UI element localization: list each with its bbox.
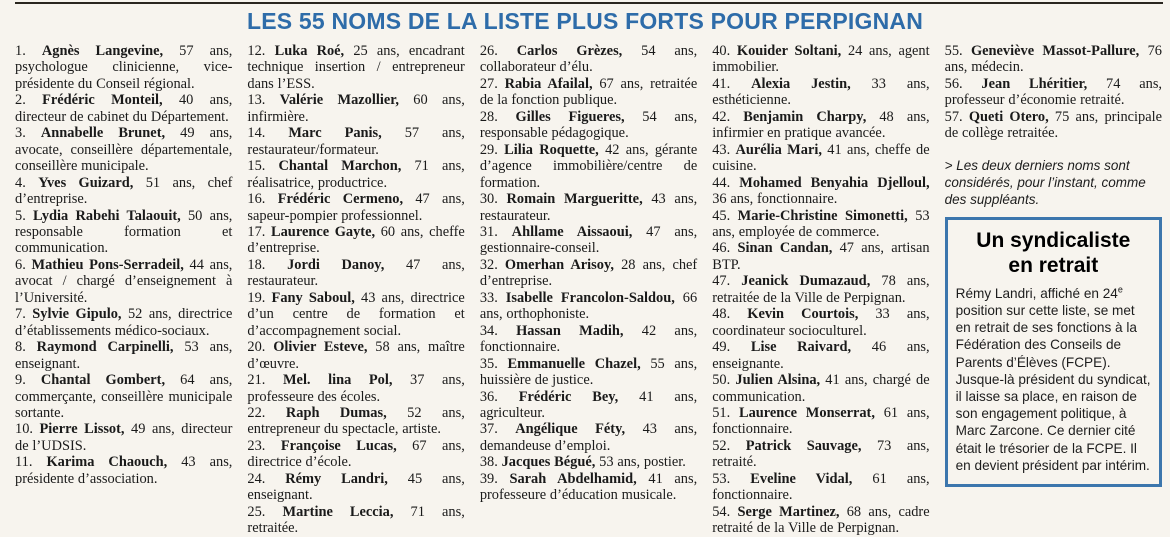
entry-name: Julien Alsina, [735,372,821,389]
entry-name: Mathieu Pons-Serradeil, [31,256,184,273]
list-entry: 20. Olivier Esteve, 58 ans, maître d’œuvre. [247,339,465,372]
entry-number: 21. [247,372,283,389]
entry-name: Isabelle Francolon-Saldou, [505,289,675,306]
entry-name: Eveline Vidal, [750,470,853,487]
entry-number: 26. [479,43,517,59]
list-entry: 33. Isabelle Francolon-Saldou, 66 ans, orthophoniste. [479,289,698,323]
page-title: LES 55 NOMS DE LA LISTE PLUS FORTS POUR PERPIGNAN [246,8,924,34]
list-entry: 57. Queti Otero, 75 ans, principale de collège retraitée. [944,108,1163,142]
list-entry: 34. Hassan Madih, 42 ans, fonctionnaire. [479,322,698,356]
entry-name: Martine Leccia, [282,503,394,520]
entry-number: 19. [247,289,272,306]
entry-number: 44. [712,174,740,191]
entry-number: 11. [15,454,47,471]
column-3 [480,43,697,504]
entry-name: Chantal Marchon, [278,158,402,175]
box-body-text: position sur cette liste, se met en retrait de ses fonctions à la Fédération des Conseils de Parents d’Élèves (FCPE). Jusque-là président du syndicat, il laisse sa place, en raison de son engagement politique, à Marc Zarcone. Ce dernier cité était le trésorier de la FCPE. Il en devient président par intérim. [955,302,1151,473]
entry-number: 41. [712,75,752,92]
entry-name: Omerhan Arisoy, [504,256,614,273]
entry-name: Jean Lhéritier, [981,75,1088,92]
column-5 [945,43,1162,487]
list-entry: 50. Julien Alsina, 41 ans, chargé de communication. [712,372,930,405]
entry-number: 56. [944,75,982,92]
list-entry: 5. Lydia Rabehi Talaouit, 50 ans, responsable formation et communication. [15,207,233,257]
list-entry: 22. Raph Dumas, 52 ans, entrepreneur du spectacle, artiste. [247,404,465,438]
list-entry: 6. Mathieu Pons-Serradeil, 44 ans, avocat / chargé d’enseignement à l’Université. [15,256,233,306]
entry-name: Raymond Carpinelli, [36,339,174,356]
entry-name: Raph Dumas, [285,404,387,421]
entry-number: 1. [15,43,42,59]
entry-name: Emmanuelle Chazel, [507,355,641,372]
entry-number: 55. [944,43,971,59]
entry-number: 36. [479,388,519,405]
list-entry: 31. Ahllame Aissaoui, 47 ans, gestionnaire-conseil. [479,223,698,257]
list-entry: 45. Marie-Christine Simonetti, 53 ans, employée de commerce. [712,207,930,240]
entry-name: Lilia Roquette, [504,141,599,158]
entry-name: Sinan Candan, [737,240,833,257]
entry-name: Annabelle Brunet, [40,125,166,142]
entry-number: 34. [479,322,517,339]
list-entry: 47. Jeanick Dumazaud, 78 ans, retraitée de la Ville de Perpignan. [712,273,930,306]
entry-number: 43. [712,141,736,158]
entry-number: 12. [247,43,275,59]
entry-name: Laurence Gayte, [271,223,376,240]
list-entry: 18. Jordi Danoy, 47 ans, restaurateur. [247,256,465,290]
entry-number: 40. [712,43,737,59]
column-1 [15,43,232,487]
entry-name: Frédéric Bey, [518,388,619,405]
list-entry: 7. Sylvie Gipulo, 52 ans, directrice d’établissements médico-sociaux. [15,306,233,339]
list-columns [0,34,1170,537]
list-entry: 8. Raymond Carpinelli, 53 ans, enseignant. [15,339,233,372]
entry-number: 14. [247,125,289,142]
sidebar-box [945,217,1162,487]
entry-number: 6. [15,256,32,273]
entry-number: 27. [479,75,505,92]
entry-name: Alexia Jestin, [751,75,851,92]
entry-name: Mohamed Benyahia Djelloul, [739,174,930,191]
entry-number: 28. [479,108,516,125]
list-entry: 26. Carlos Grèzes, 54 ans, collaborateur d’élu. [479,43,698,76]
entry-number: 10. [15,421,40,438]
entry-number: 31. [479,223,512,240]
list-entry: 21. Mel. lina Pol, 37 ans, professeure des écoles. [247,372,465,405]
list-entry: 39. Sarah Abdelhamid, 41 ans, professeure d’éducation musicale. [479,470,698,504]
list-entry: 4. Yves Guizard, 51 ans, chef d’entreprise. [15,174,233,208]
entry-number: 46. [712,240,738,257]
list-entry: 15. Chantal Marchon, 71 ans, réalisatrice, productrice. [247,158,465,191]
list-entry: 48. Kevin Courtois, 33 ans, coordinateur socioculturel. [712,306,930,339]
list-entry: 55. Geneviève Massot-Pallure, 76 ans, médecin. [944,43,1163,76]
list-entry: 12. Luka Roé, 25 ans, encadrant technique insertion / entrepreneur dans l’ESS. [247,43,465,92]
list-entry: 2. Frédéric Monteil, 40 ans, directeur de cabinet du Département. [15,92,233,125]
entry-name: Marc Panis, [288,125,382,142]
list-entry: 29. Lilia Roquette, 42 ans, gérante d’agence immobilière/centre de formation. [479,141,698,191]
list-entry: 19. Fany Saboul, 43 ans, directrice d’un centre de formation et d’accompagnement social. [247,289,465,339]
entry-number: 4. [15,174,39,191]
list-entry: 35. Emmanuelle Chazel, 55 ans, huissière de justice. [479,355,698,389]
entry-number: 5. [15,207,34,224]
entry-name: Luka Roé, [274,43,345,59]
entry-number: 20. [247,339,274,356]
entry-name: Sylvie Gipulo, [32,306,122,323]
list-entry: 44. Mohamed Benyahia Djelloul, 36 ans, fonctionnaire. [712,174,930,208]
entry-number: 54. [712,503,738,520]
entry-number: 52. [712,437,746,454]
column-4 [712,43,929,537]
entry-number: 48. [712,306,748,323]
entry-name: Angélique Féty, [515,421,626,438]
entry-name: Jordi Danoy, [287,256,385,273]
list-entry: 16. Frédéric Cermeno, 47 ans, sapeur-pompier professionnel. [247,191,465,224]
list-entry: 32. Omerhan Arisoy, 28 ans, chef d’entreprise. [479,256,698,290]
entry-number: 33. [479,289,506,306]
entry-number: 18. [247,256,288,273]
entry-name: Kouider Soltani, [736,43,842,59]
entry-number: 2. [15,92,43,109]
entry-name: Rémy Landri, [285,470,388,487]
list-entry: 24. Rémy Landri, 45 ans, enseignant. [247,470,465,504]
ordinal-superscript: e [1117,284,1123,295]
entry-name: Rabia Afailal, [504,75,593,92]
entry-name: Queti Otero, [968,108,1049,125]
entry-name: Geneviève Massot-Pallure, [970,43,1140,59]
entry-number: 47. [712,273,742,290]
list-entry: 10. Pierre Lissot, 49 ans, directeur de l’UDSIS. [15,421,233,454]
list-entry: 38. Jacques Bégué, 53 ans, postier. [479,454,686,471]
entry-name: Aurélia Mari, [735,141,822,158]
entry-number: 13. [247,92,280,109]
entry-name: Carlos Grèzes, [516,43,623,59]
entry-number: 25. [247,503,283,520]
entry-name: Mel. lina Pol, [282,372,393,389]
column-2 [247,43,464,537]
entry-name: Lydia Rabehi Talaouit, [33,207,181,224]
list-entry: 36. Frédéric Bey, 41 ans, agriculteur. [479,388,698,421]
top-rule [15,2,1163,4]
substitutes-note: > Les deux derniers noms sont considérés, pour l’instant, comme des suppléants. [944,157,1146,207]
list-entry: 25. Martine Leccia, 71 ans, retraitée. [247,503,465,537]
entry-number: 9. [15,372,41,389]
entry-name: Frédéric Monteil, [42,92,163,109]
entry-number: 16. [247,191,278,208]
entry-name: Sarah Abdelhamid, [509,470,637,487]
entry-number: 7. [15,306,33,323]
list-entry: 42. Benjamin Charpy, 48 ans, infirmier en pratique avancée. [712,108,930,142]
entry-number: 24. [247,470,286,487]
entry-name: Marie-Christine Simonetti, [737,207,908,224]
entry-name: Benjamin Charpy, [743,108,867,125]
entry-name: Ahllame Aissaoui, [511,223,633,240]
entry-number: 23. [247,437,281,454]
entry-name: Françoise Lucas, [280,437,397,454]
entry-number: 42. [712,108,744,125]
entry-name: Yves Guizard, [38,174,134,191]
entry-number: 51. [712,404,739,421]
entry-name: Lise Raivard, [750,339,852,356]
column-5-entries [945,43,1162,142]
list-entry: 1. Agnès Langevine, 57 ans, psychologue clinicienne, vice-présidente du Conseil régional. [15,43,233,92]
entry-name: Karima Chaouch, [46,454,168,471]
entry-name: Romain Margueritte, [506,191,643,208]
list-entry: 27. Rabia Afailal, 67 ans, retraitée de la fonction publique. [479,75,698,109]
entry-name: Chantal Gombert, [40,372,166,389]
entry-number: 17. [247,223,272,240]
entry-number: 22. [247,404,286,421]
list-entry: 17. Laurence Gayte, 60 ans, cheffe d’entreprise. [247,223,465,257]
sidebar-box-body [956,285,1151,474]
list-entry: 56. Jean Lhéritier, 74 ans, professeur d’économie retraité. [944,75,1163,109]
list-entry: 14. Marc Panis, 57 ans, restaurateur/formateur. [247,125,465,158]
entry-number: 50. [712,372,736,389]
entry-name: Jeanick Dumazaud, [741,273,871,290]
list-entry: 40. Kouider Soltani, 24 ans, agent immobilier. [712,43,930,76]
list-entry: 41. Alexia Jestin, 33 ans, esthéticienne. [712,75,930,109]
list-entry: 49. Lise Raivard, 46 ans, enseignante. [712,339,930,372]
list-entry: 43. Aurélia Mari, 41 ans, cheffe de cuisine. [712,141,930,175]
list-entry: 11. Karima Chaouch, 43 ans, présidente d’association. [15,454,233,487]
sidebar-box-title: Un syndicaliste en retrait [976,228,1131,277]
entry-name: Hassan Madih, [516,322,624,339]
entry-name: Fany Saboul, [271,289,355,306]
entry-number: 35. [479,355,508,372]
entry-name: Serge Martinez, [737,503,840,520]
entry-name: Gilles Figueres, [515,108,625,125]
list-entry: 23. Françoise Lucas, 67 ans, directrice d’école. [247,437,465,471]
entry-number: 49. [712,339,751,356]
entry-number: 53. [712,470,751,487]
entry-number: 3. [15,125,41,142]
list-entry: 52. Patrick Sauvage, 73 ans, retraité. [712,437,930,471]
entry-name: Laurence Monserrat, [738,404,875,421]
box-body-text: Rémy Landri, affiché en 24 [955,285,1118,301]
list-entry: 51. Laurence Monserrat, 61 ans, fonctionnaire. [712,404,930,438]
entry-name: Valérie Mazollier, [279,92,399,109]
list-entry: 46. Sinan Candan, 47 ans, artisan BTP. [712,240,930,273]
list-entry: 30. Romain Margueritte, 43 ans, restaurateur. [479,191,698,224]
list-entry: 54. Serge Martinez, 68 ans, cadre retraité de la Ville de Perpignan. [712,503,930,537]
entry-name: Olivier Esteve, [273,339,368,356]
entry-number: 57. [944,108,969,125]
entry-number: 29. [479,141,505,158]
entry-number: 30. [479,191,507,208]
entry-name: Kevin Courtois, [747,306,859,323]
list-entry: 53. Eveline Vidal, 61 ans, fonctionnaire. [712,470,930,504]
entry-number: 39. [479,470,510,487]
entry-name: Frédéric Cermeno, [277,191,404,208]
entry-number: 15. [247,158,279,175]
list-entry: 28. Gilles Figueres, 54 ans, responsable pédagogique. [479,108,698,142]
entry-number: 37. [479,421,516,438]
list-entry: 37. Angélique Féty, 43 ans, demandeuse d’emploi. [479,421,698,454]
list-entry: 9. Chantal Gombert, 64 ans, commerçante, conseillère municipale sortante. [15,372,233,421]
list-entry: 3. Annabelle Brunet, 49 ans, avocate, conseillère départementale, conseillère municipale. [15,125,233,175]
entry-name: Patrick Sauvage, [745,437,862,454]
entry-number: 8. [15,339,37,356]
entry-name: Pierre Lissot, [39,421,125,438]
entry-number: 32. [479,256,505,273]
entry-number: 45. [712,207,738,224]
entry-name: Agnès Langevine, [41,43,164,59]
list-entry: 13. Valérie Mazollier, 60 ans, infirmière. [247,92,465,125]
entry-number: 38. [479,454,502,471]
entry-name: Jacques Bégué, [501,454,596,471]
